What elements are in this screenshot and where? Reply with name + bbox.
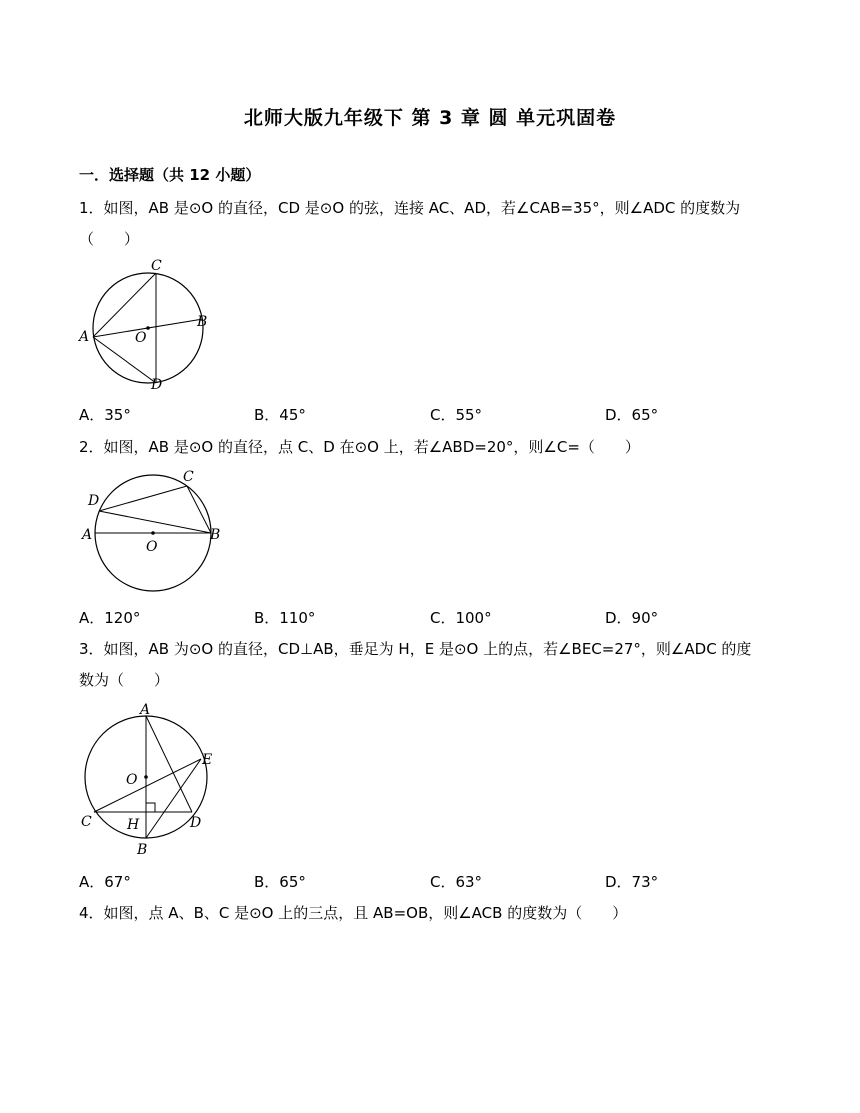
question-2-option-c: C．100° [430, 609, 492, 627]
question-3-text: 3．如图，AB 为⊙O 的直径，CD⊥AB，垂足为 H，E 是⊙O 上的点，若∠BEC=27°，则∠ADC 的度 [79, 640, 752, 658]
question-1-option-d: D．65° [605, 406, 659, 424]
question-3-option-c: C．63° [430, 873, 483, 891]
label-b: B [210, 527, 221, 543]
question-1-option-b: B．45° [254, 406, 306, 424]
question-1-figure [78, 258, 218, 398]
question-3-option-d: D．73° [605, 873, 659, 891]
label-e: E [202, 752, 213, 768]
label-b: B [197, 314, 208, 330]
label-a: A [140, 702, 151, 718]
chord-dc [99, 486, 187, 511]
question-2-figure [78, 465, 228, 595]
label-c: C [183, 469, 194, 485]
question-2-option-b: B．110° [254, 609, 316, 627]
label-d: D [190, 815, 202, 831]
label-d: D [151, 377, 163, 393]
label-o: O [126, 772, 138, 788]
question-2-option-a: A．120° [79, 609, 141, 627]
question-1-option-a: A．35° [79, 406, 131, 424]
question-4-text: 4．如图，点 A、B、C 是⊙O 上的三点，且 AB=OB，则∠ACB 的度数为（ ） [79, 904, 628, 922]
label-o: O [146, 539, 158, 555]
center-point [144, 775, 148, 779]
center-point [151, 531, 155, 535]
label-b: B [137, 842, 148, 858]
question-1-text-line2: （ ） [79, 230, 140, 248]
chord-ce [94, 759, 201, 812]
right-angle-mark [146, 803, 155, 812]
label-c: C [81, 814, 92, 830]
label-h: H [127, 817, 140, 833]
section-heading: 一．选择题（共 12 小题） [79, 166, 261, 184]
chord-cb [187, 486, 211, 533]
label-c: C [151, 258, 162, 274]
question-3-option-a: A．67° [79, 873, 131, 891]
chord-db [99, 511, 211, 533]
page-title: 北师大版九年级下 第 3 章 圆 单元巩固卷 [243, 107, 617, 129]
question-3-figure [78, 702, 228, 862]
question-2-option-d: D．90° [605, 609, 659, 627]
label-a: A [82, 527, 93, 543]
question-1-option-c: C．55° [430, 406, 483, 424]
label-a: A [79, 329, 90, 345]
question-3-text-line2: 数为（ ） [79, 671, 170, 689]
question-2-text: 2．如图，AB 是⊙O 的直径，点 C、D 在⊙O 上，若∠ABD=20°，则∠C=（ ） [79, 438, 640, 456]
question-1-text: 1．如图，AB 是⊙O 的直径，CD 是⊙O 的弦，连接 AC、AD，若∠CAB=35°，则∠ADC 的度数为 [79, 199, 741, 217]
label-d: D [88, 493, 100, 509]
question-3-option-b: B．65° [254, 873, 306, 891]
chord-ad [93, 337, 156, 383]
center-point [146, 326, 150, 330]
label-o: O [135, 330, 147, 346]
